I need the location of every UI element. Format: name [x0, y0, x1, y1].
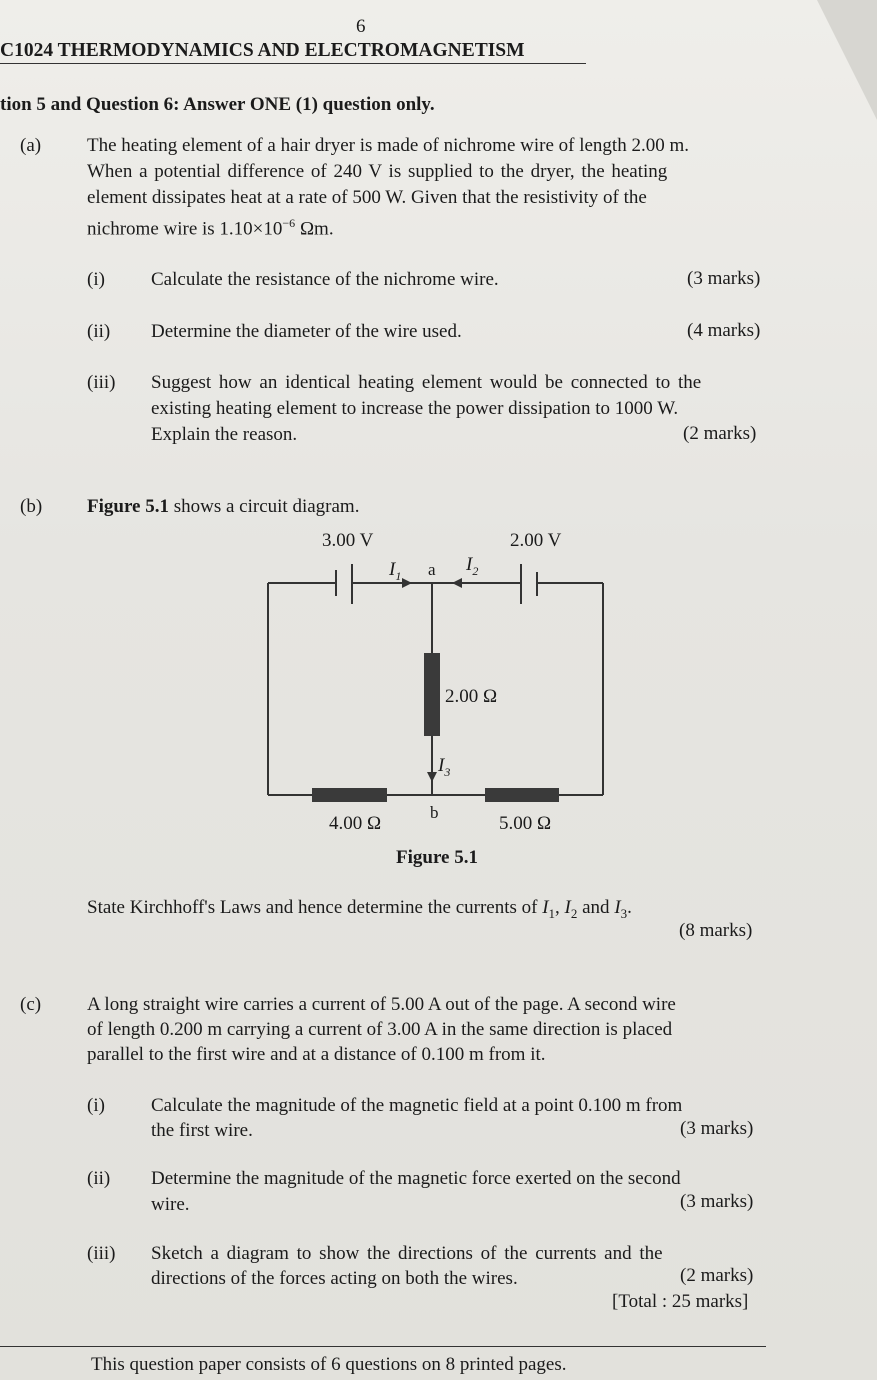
q-i3: I	[614, 897, 621, 918]
part-a-ii-num: (ii)	[87, 321, 111, 342]
part-a-iii-line2: existing heating element to increase the power dissipation to 1000 W.	[151, 398, 679, 419]
node-a-label: a	[428, 560, 436, 579]
part-b-question-text: State Kirchhoff's Laws and hence determine the currents of	[87, 897, 543, 918]
part-a-i-num: (i)	[87, 269, 105, 290]
current-i1-letter: I	[389, 559, 396, 580]
current-i3-letter: I	[438, 755, 445, 776]
current-i2-letter: I	[466, 554, 473, 575]
part-a-iii-marks: (2 marks)	[683, 423, 757, 444]
part-a-line3: element dissipates heat at a rate of 500 W. Given that the resistivity of the	[87, 187, 647, 208]
part-c-label: (c)	[20, 994, 42, 1015]
q-sep: ,	[555, 897, 565, 918]
current-i3-subscript: 3	[444, 765, 451, 779]
current-i1-subscript: 1	[395, 569, 402, 583]
part-a-ii-text: Determine the diameter of the wire used.	[151, 321, 462, 342]
part-c-ii-line2: wire.	[151, 1194, 190, 1215]
arrow-i3-icon	[427, 772, 437, 782]
q-i1: I	[542, 897, 549, 918]
part-a-ii-marks: (4 marks)	[687, 320, 761, 341]
part-a-line4	[87, 211, 334, 241]
resistor-middle-label: 2.00 Ω	[445, 686, 498, 707]
part-b-question	[87, 895, 632, 926]
resistor-right	[485, 788, 559, 802]
part-a-i-marks: (3 marks)	[687, 268, 761, 289]
figure-ref: Figure 5.1	[87, 496, 169, 517]
circuit-diagram	[0, 520, 877, 865]
part-a-i-text: Calculate the resistance of the nichrome wire.	[151, 269, 499, 290]
part-b-intro-rest: shows a circuit diagram.	[168, 496, 360, 517]
current-i3-label	[437, 755, 450, 779]
part-c-line2: of length 0.200 m carrying a current of 3.00 A in the same direction is placed	[87, 1019, 673, 1040]
resistor-middle	[424, 653, 440, 736]
course-header: C1024 THERMODYNAMICS AND ELECTROMAGNETISM	[0, 40, 525, 61]
part-c-line3: parallel to the first wire and at a distance of 0.100 m from it.	[87, 1044, 546, 1065]
current-i1-label	[388, 559, 401, 583]
resistor-left-label: 4.00 Ω	[329, 813, 382, 834]
part-b-label: (b)	[20, 496, 43, 517]
q-i3-sub: 3	[620, 905, 628, 921]
part-a-iii-line3: Explain the reason.	[151, 424, 298, 445]
part-c-i-line2: the first wire.	[151, 1120, 253, 1141]
part-b-intro	[87, 494, 359, 519]
resistivity-exponent: −6	[282, 216, 296, 230]
part-a-line2: When a potential difference of 240 V is supplied to the dryer, the heating	[87, 161, 668, 182]
resistivity-unit: Ωm.	[295, 218, 334, 240]
arrow-i1-icon	[402, 578, 412, 588]
footer-rule	[0, 1346, 766, 1347]
q-and: and	[577, 897, 615, 918]
part-a-iii-num: (iii)	[87, 372, 116, 393]
part-c-iii-marks: (2 marks)	[680, 1265, 754, 1286]
figure-caption: Figure 5.1	[396, 847, 478, 868]
part-c-ii-num: (ii)	[87, 1168, 111, 1189]
total-marks: [Total : 25 marks]	[612, 1291, 749, 1312]
page-number: 6	[356, 16, 366, 37]
part-b-marks: (8 marks)	[679, 920, 753, 941]
part-c-iii-num: (iii)	[87, 1243, 116, 1264]
voltage-left-label: 3.00 V	[322, 530, 374, 551]
part-c-i-marks: (3 marks)	[680, 1118, 754, 1139]
part-c-line1: A long straight wire carries a current of 5.00 A out of the page. A second wire	[87, 994, 676, 1015]
resistor-left	[312, 788, 387, 802]
resistivity-prefix: nichrome wire is 1.10×10	[87, 218, 283, 240]
q-end: .	[627, 897, 632, 918]
footer-note: This question paper consists of 6 questions on 8 printed pages.	[91, 1354, 567, 1375]
q-i2: I	[564, 897, 571, 918]
part-c-ii-marks: (3 marks)	[680, 1191, 754, 1212]
header-underline	[0, 63, 586, 64]
part-c-ii-line1: Determine the magnitude of the magnetic force exerted on the second	[151, 1168, 681, 1189]
resistor-right-label: 5.00 Ω	[499, 813, 552, 834]
q-i2-sub: 2	[570, 905, 578, 921]
part-c-iii-line1: Sketch a diagram to show the directions of the currents and the	[151, 1243, 663, 1264]
part-c-i-line1: Calculate the magnitude of the magnetic field at a point 0.100 m from	[151, 1095, 683, 1116]
part-c-iii-line2: directions of the forces acting on both the wires.	[151, 1268, 518, 1289]
voltage-right-label: 2.00 V	[510, 530, 562, 551]
part-a-line1: The heating element of a hair dryer is made of nichrome wire of length 2.00 m.	[87, 135, 689, 156]
part-a-label: (a)	[20, 135, 42, 156]
page-fold-corner	[817, 0, 877, 120]
current-i2-subscript: 2	[472, 564, 479, 578]
part-a-iii-line1: Suggest how an identical heating element would be connected to the	[151, 372, 702, 393]
current-i2-label	[465, 554, 478, 578]
part-c-i-num: (i)	[87, 1095, 105, 1116]
q-i1-sub: 1	[548, 905, 556, 921]
section-instruction: tion 5 and Question 6: Answer ONE (1) question only.	[0, 94, 435, 115]
node-b-label: b	[430, 803, 439, 822]
arrow-i2-icon	[452, 578, 462, 588]
